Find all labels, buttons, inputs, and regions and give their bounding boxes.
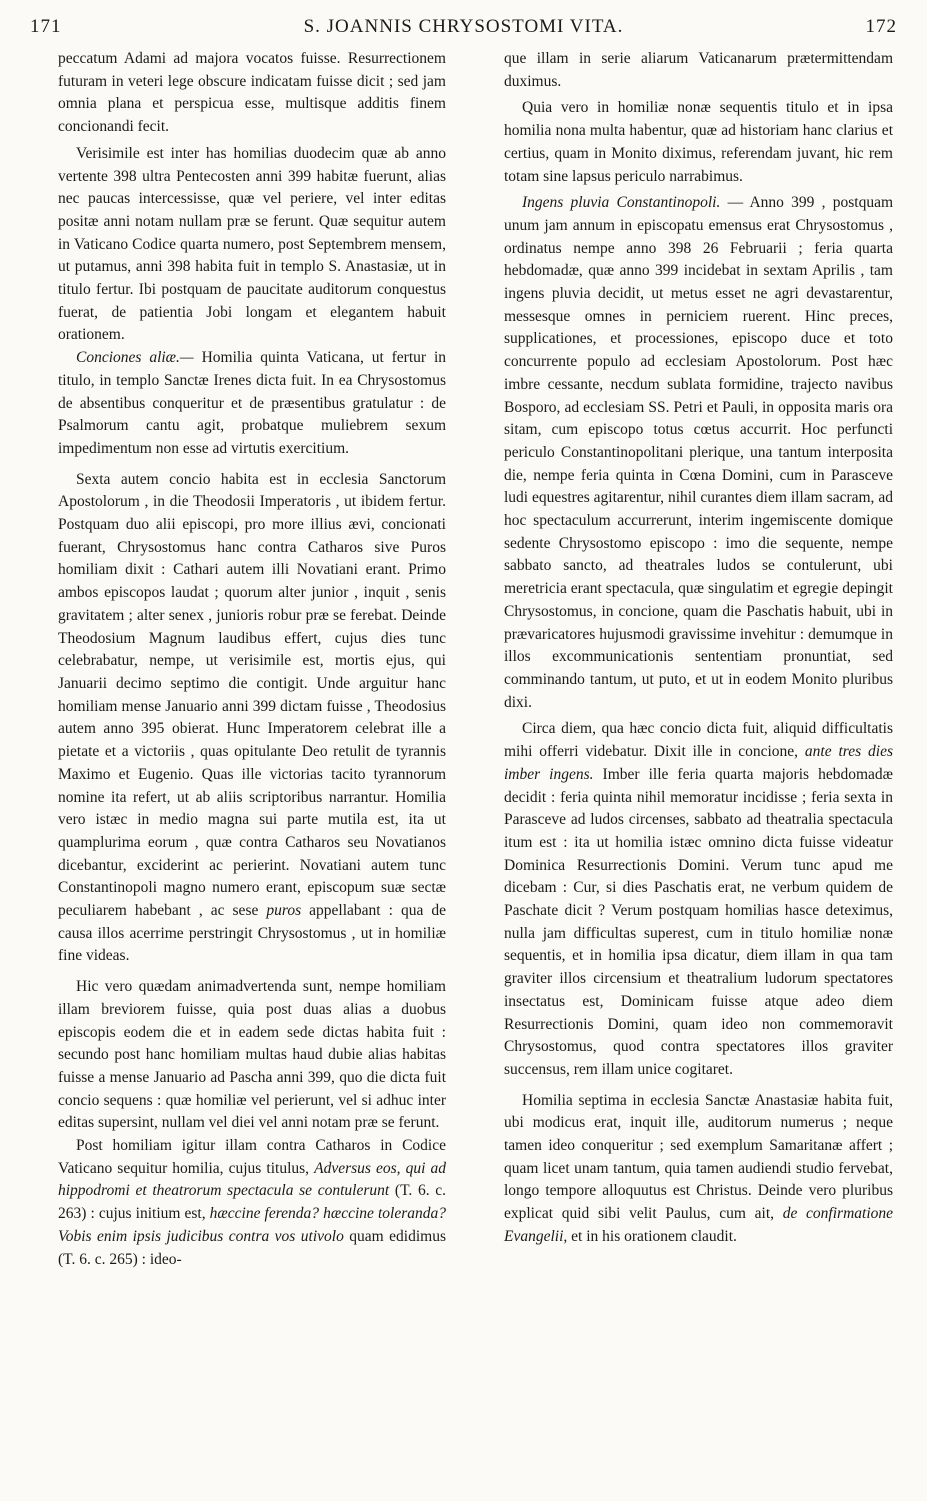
paragraph: Verisimile est inter has homilias duodecim quæ ab anno vertente 398 ultra Pentecosten anni 399 habitæ fuerunt, alias nec paucas intercessisse, quæ vel periere, vel inter editas positæ anni notam nullam præ se ferunt. Quæ sequitur autem in Vaticano Codice quarta numero, post Septembrem mensem, ut putamus, anni 398 habita fuit in templo S. Anastasiæ, ut in titulo fertur. Ibi postquam de paucitate auditorum conquestus fuerat, de patientia Jobi longam et elegantem habuit orationem. [58,144,446,344]
italic-term: puros [266,902,302,920]
paragraph [58,347,446,461]
italic-title: Adversus eos, qui ad hippodromi et theatrorum spectacula se contulerunt [58,1159,446,1200]
paragraph [504,192,893,714]
paragraph [58,1135,446,1271]
page-number-right: 172 [865,16,897,37]
italic-quote: hæccine ferenda? hæccine toleranda? Vobis enim ipsis judicibus contra vos utivolo [58,1205,446,1245]
left-column [58,48,446,1271]
running-title: S. JOANNIS CHRYSOSTOMI VITA. [303,16,624,37]
paragraph-text: Circa diem, qua hæc concio dicta fuit, aliquid difficultatis mihi offerri videbatur. Dixit ille in concione, [504,720,893,761]
paragraph: peccatum Adami ad majora vocatos fuisse. Resurrectionem futuram in veteri lege obscure indicatam fuisse dicit ; sed jam omnia plana et perspicua esse, multisque additis finem concionandi fecit. [58,50,446,136]
paragraph-text: Homilia septima in ecclesia Sanctæ Anastasiæ habita fuit, ubi modicus erat, inquit ille, auditorum numerus ; neque tamen ideo conqueritur ; sed exemplum Samaritanæ affert ; quam licet unam tantum, quia tamen audiendi studio fervebat, longo tempore alloquutus est Christus. Deinde vero pluribus explicat quid sibi velit Paulus, cum ait, [504,1091,893,1223]
paragraph-text: quam edidimus (T. 6. c. 265) : ideo- [58,1227,446,1268]
section-heading: Ingens pluvia Constantinopoli. [522,194,721,212]
italic-quote: de confirmatione Evangelii, [504,1205,894,1245]
paragraph-text: appellabant : qua de causa illos acerrime perstringit Chrysostomus , ut in homiliæ fine videas. [58,902,446,965]
paragraph [58,469,446,968]
section-heading: Conciones aliæ.— [76,349,194,367]
page-header [30,8,897,48]
paragraph: que illam in serie aliarum Vaticanarum prætermittendam duximus. [504,50,893,90]
paragraph: Quia vero in homiliæ nonæ sequentis titulo et in ipsa homilia nona multa habentur, quæ ad historiam hanc clarius et certius, quam in Monito diximus, referendam juvant, hic rem totam sine lapsus periculo narrabimus. [504,99,893,185]
paragraph-text: Sexta autem concio habita est in ecclesia Sanctorum Apostolorum , in die Theodosii Imperatoris , ut ibidem fertur. Postquam duo alii episcopi, pro more illius ævi, concionati fuerant, Chrysostomus hanc contra Catharos sive Puros homiliam dixit : Cathari autem illi Novatiani erant. Primo ambos episcopos laudat ; quorum alter junior , inquit , senis gravitatem ; alter senex , junioris robur præ se ferebat. Deinde Theodosium Magnum laudibus effert, cujus dies tunc celebrabatur, nempe, ut verisimile est, mortis ejus, qui Januarii decimo septimo die contigit. Unde arguitur hanc homiliam mense Januario anni 399 dictam fuisse , Theodosius autem anno 395 obierat. Hunc Imperatorem celebrat ille a pietate et a victoriis , quas opitulante Deo retulit de tyrannis Maximo et Eugenio. Quas ille victorias tacito tyrannorum nomine ita refert, ut ab aliis scriptoribus narrantur. Homilia vero istæc in medio magna sui parte mutila est, ita ut quamplurima eorum , quæ contra Catharos seu Novatianos dicebantur, exciderint ac perierint. Novatiani autem tunc Constantinopoli magno numero erant, episcopum suæ sectæ peculiarem habebant , ac sese [58,470,446,920]
italic-quote: ante tres dies imber ingens. [504,743,893,783]
paragraph-text: et in his orationem claudit. [567,1227,737,1245]
paragraph-text: Post homiliam igitur illam contra Catharos in Codice Vaticano sequitur homilia, cujus titulus, [58,1137,446,1177]
paragraph-text: — Anno 399 , postquam unum jam annum in episcopatu emensus erat Chrysostomus , ordinatus nempe anno 398 26 Februarii ; feria quarta hebdomadæ, quæ anno 399 incidebat in sextam Aprilis , tam ingens pluvia decidit, ut metus esset ne agri devastarentur, messesque omnes in perniciem ruerent. Hinc preces, supplicationes, et processiones, episcopo duce et toto concurrente populo ad ecclesiam Apostolorum. Post hæc imbre cessante, necdum sublata formidine, trajecto navibus Bosporo, ad ecclesiam SS. Petri et Pauli, in opposita maris ora sitam, cum episcopo totus cœtus accurrit. Hoc perfuncti periculo Constantinopolitani plerique, una tantum interposita die, nempe feria quinta in Cœna Domini, cum in Parasceve ludi equestres agitarentur, nihil curantes diem illam sacram, ad hoc spectaculum accurrerunt, interim ingemiscente domique sedente Chrysostomo episcopo : imo die sequente, nempe sabbato sancto, ad theatrales ludos se contulerunt, ubi meretricia erant spectacula, quæ singulatim et egregie depingit Chrysostomus, in concione, quam die Paschatis habuit, ubi in prævaricatores hujusmodi gravissime invehitur : demumque in illos excommunicationis sententiam pronuntiat, sed comminando tantum, ut puto, et ut in eodem Monito pluribus dixi. [504,194,893,711]
paragraph: Hic vero quædam animadvertenda sunt, nempe homiliam illam breviorem fuisse, quia post duas alias a duobus episcopis eodem die et in eadem sede dictas habita fuit : secundo post hanc homiliam multas haud dubie alias habitas fuisse a mense Januario ad Pascha anni 399, quo die dicta fuit concio sequens : quæ homiliæ vel perierunt, vel si adhuc inter editas supersint, nullam vel diei vel anni notam præ se ferunt. [58,978,446,1132]
paragraph-text: Imber ille feria quarta majoris hebdomadæ decidit : feria quinta nihil memoratur incidisse ; feria sexta in Parasceve ad ludos circenses, sabbato ad theatralia spectacula itum est : ita ut homilia istæc omnino dicta fuisse videatur Dominica Resurrectionis Domini. Verum tunc apud me dicebam : Cur, si dies Paschatis erat, ne verbum quidem de Paschate dicit ? Verum postquam homilias hasce deteximus, nulla jam difficultas superest, cum in titulo homiliæ nonæ sequentis, et in homilia ipsa dicatur, diem illam in qua tam graviter illos circensium et theatralium ludorum spectatores insectatus est, Dominicam fuisse atque adeo diem Resurrectionis Domini, quam ideo non commemoravit Chrysostomus, quod contra spectatores illos graviter succensus, rem illam unice cogitaret. [504,765,893,1078]
page-number-left: 171 [30,16,62,37]
paragraph [504,1090,893,1249]
right-column [504,48,893,1249]
paragraph [504,718,893,1081]
paragraph-text: (T. 6. c. 263) : cujus initium est, [58,1182,447,1223]
paragraph-text: Homilia quinta Vaticana, ut fertur in titulo, in templo Sanctæ Irenes dicta fuit. In ea Chrysostomus de absentibus conqueritur et de præsentibus gratulatur : de Psalmorum cantu agit, probatque muliebrem sexum impedimentum non esse ad virtutis exercitium. [58,349,447,457]
